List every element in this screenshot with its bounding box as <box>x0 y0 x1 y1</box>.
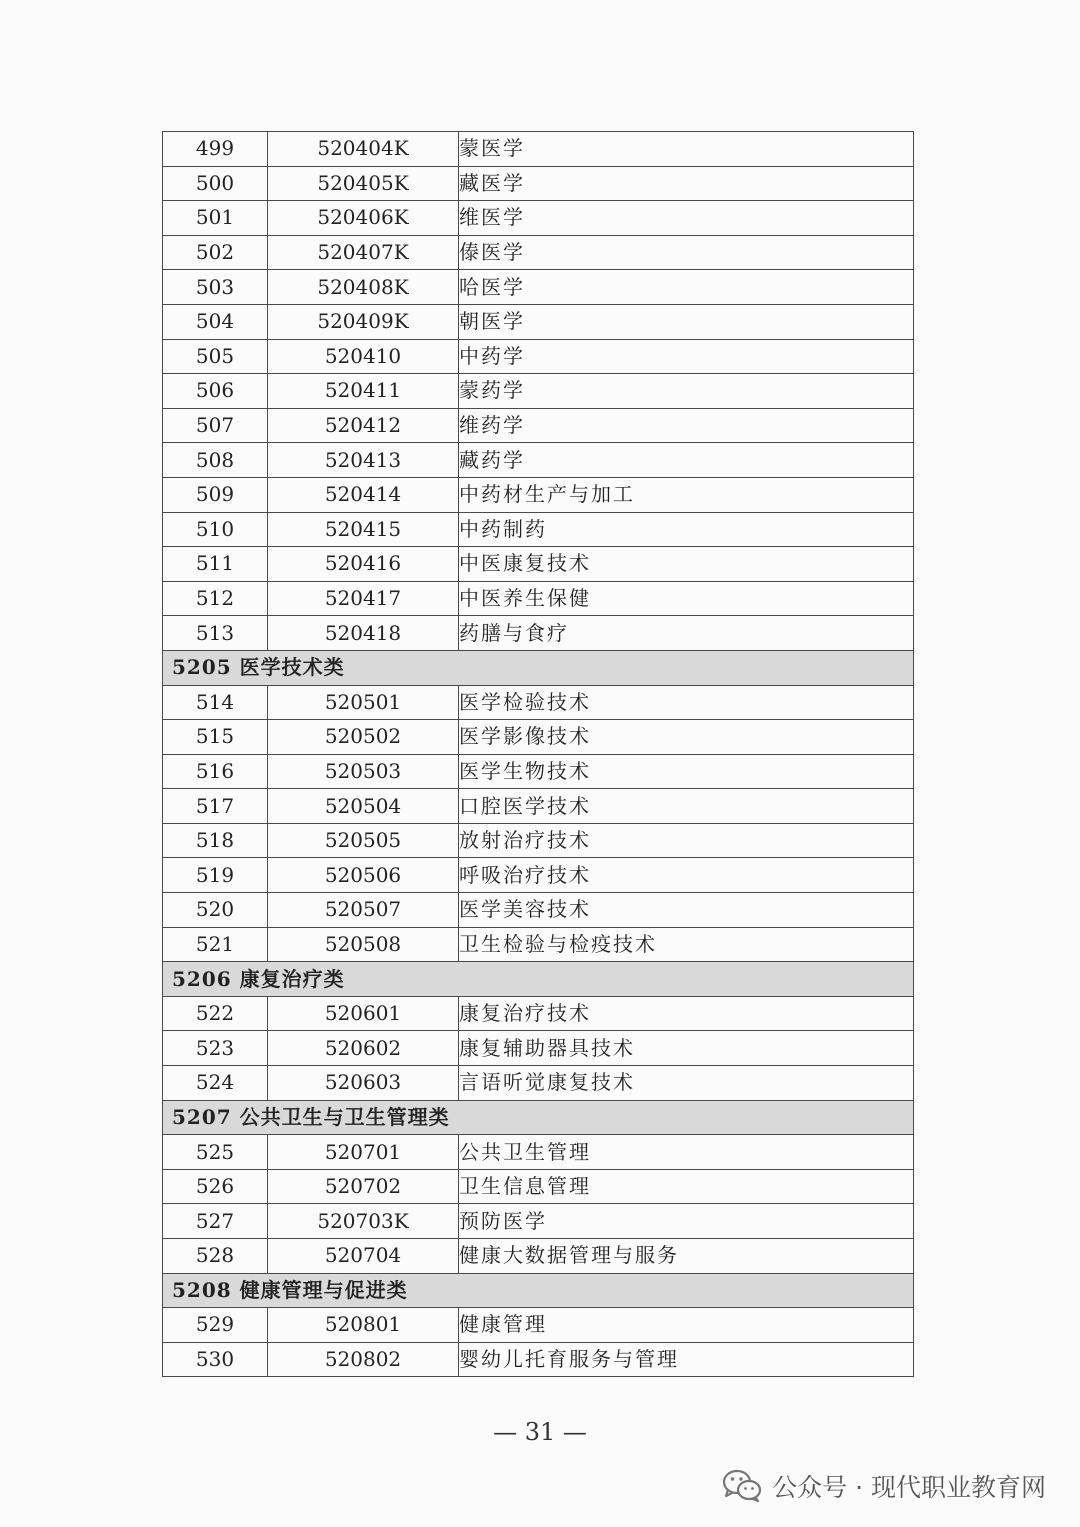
major-name: 医学检验技术 <box>459 685 914 720</box>
major-code: 520501 <box>268 685 459 720</box>
wechat-icon <box>722 1469 762 1503</box>
watermark-text: 公众号 · 现代职业教育网 <box>772 1473 1046 1502</box>
table-row <box>163 339 914 374</box>
major-name: 预防医学 <box>459 1204 914 1239</box>
major-name: 健康管理 <box>459 1308 914 1343</box>
major-code: 520802 <box>268 1342 459 1377</box>
major-code: 520505 <box>268 823 459 858</box>
row-number: 508 <box>163 443 268 478</box>
major-name: 中药材生产与加工 <box>459 477 914 512</box>
major-name: 康复辅助器具技术 <box>459 1031 914 1066</box>
major-code: 520407K <box>268 235 459 270</box>
category-label: 5206 康复治疗类 <box>163 962 914 997</box>
major-name: 康复治疗技术 <box>459 996 914 1031</box>
major-code: 520507 <box>268 893 459 928</box>
row-number: 516 <box>163 754 268 789</box>
table-row <box>163 1031 914 1066</box>
table-row <box>163 754 914 789</box>
table-row <box>163 1066 914 1101</box>
table-row <box>163 927 914 962</box>
major-name: 卫生信息管理 <box>459 1169 914 1204</box>
row-number: 504 <box>163 304 268 339</box>
category-label: 5207 公共卫生与卫生管理类 <box>163 1100 914 1135</box>
major-code: 520405K <box>268 166 459 201</box>
row-number: 524 <box>163 1066 268 1101</box>
table-row <box>163 374 914 409</box>
major-name: 哈医学 <box>459 270 914 305</box>
major-name: 藏医学 <box>459 166 914 201</box>
major-code: 520415 <box>268 512 459 547</box>
table-row <box>163 685 914 720</box>
row-number: 514 <box>163 685 268 720</box>
row-number: 513 <box>163 616 268 651</box>
major-name: 中药学 <box>459 339 914 374</box>
major-code: 520704 <box>268 1239 459 1274</box>
watermark <box>722 1466 1046 1506</box>
table-row <box>163 201 914 236</box>
major-name: 朝医学 <box>459 304 914 339</box>
major-name: 维药学 <box>459 408 914 443</box>
major-name: 婴幼儿托育服务与管理 <box>459 1342 914 1377</box>
major-code: 520504 <box>268 789 459 824</box>
row-number: 503 <box>163 270 268 305</box>
row-number: 512 <box>163 581 268 616</box>
major-name: 卫生检验与检疫技术 <box>459 927 914 962</box>
majors-table <box>162 131 914 1377</box>
row-number: 518 <box>163 823 268 858</box>
table-row <box>163 235 914 270</box>
row-number: 510 <box>163 512 268 547</box>
category-row <box>163 650 914 685</box>
major-name: 医学美容技术 <box>459 893 914 928</box>
major-code: 520411 <box>268 374 459 409</box>
table-row <box>163 270 914 305</box>
row-number: 499 <box>163 132 268 167</box>
major-code: 520801 <box>268 1308 459 1343</box>
major-code: 520417 <box>268 581 459 616</box>
major-name: 维医学 <box>459 201 914 236</box>
row-number: 523 <box>163 1031 268 1066</box>
category-row <box>163 1100 914 1135</box>
row-number: 509 <box>163 477 268 512</box>
major-code: 520702 <box>268 1169 459 1204</box>
major-name: 公共卫生管理 <box>459 1135 914 1170</box>
page-number: — 31 — <box>493 1418 587 1446</box>
table-row <box>163 1204 914 1239</box>
major-code: 520418 <box>268 616 459 651</box>
major-code: 520412 <box>268 408 459 443</box>
major-name: 中医康复技术 <box>459 547 914 582</box>
major-code: 520703K <box>268 1204 459 1239</box>
table-row <box>163 443 914 478</box>
row-number: 530 <box>163 1342 268 1377</box>
row-number: 507 <box>163 408 268 443</box>
major-name: 中医养生保健 <box>459 581 914 616</box>
row-number: 526 <box>163 1169 268 1204</box>
category-row <box>163 962 914 997</box>
row-number: 515 <box>163 720 268 755</box>
table-row <box>163 166 914 201</box>
table-row <box>163 720 914 755</box>
major-name: 蒙医学 <box>459 132 914 167</box>
table-row <box>163 789 914 824</box>
major-code: 520413 <box>268 443 459 478</box>
category-label: 5208 健康管理与促进类 <box>163 1273 914 1308</box>
major-code: 520506 <box>268 858 459 893</box>
row-number: 501 <box>163 201 268 236</box>
major-code: 520410 <box>268 339 459 374</box>
major-name: 呼吸治疗技术 <box>459 858 914 893</box>
row-number: 505 <box>163 339 268 374</box>
category-row <box>163 1273 914 1308</box>
table-row <box>163 132 914 167</box>
table-row <box>163 616 914 651</box>
table-row <box>163 1239 914 1274</box>
row-number: 527 <box>163 1204 268 1239</box>
major-name: 药膳与食疗 <box>459 616 914 651</box>
major-code: 520404K <box>268 132 459 167</box>
major-code: 520508 <box>268 927 459 962</box>
row-number: 502 <box>163 235 268 270</box>
table-row <box>163 893 914 928</box>
row-number: 519 <box>163 858 268 893</box>
row-number: 525 <box>163 1135 268 1170</box>
major-code: 520414 <box>268 477 459 512</box>
table-body <box>163 132 914 1377</box>
row-number: 522 <box>163 996 268 1031</box>
category-label: 5205 医学技术类 <box>163 650 914 685</box>
major-name: 言语听觉康复技术 <box>459 1066 914 1101</box>
table-row <box>163 477 914 512</box>
row-number: 521 <box>163 927 268 962</box>
table-row <box>163 408 914 443</box>
row-number: 500 <box>163 166 268 201</box>
major-code: 520416 <box>268 547 459 582</box>
table-row <box>163 858 914 893</box>
major-code: 520601 <box>268 996 459 1031</box>
major-code: 520502 <box>268 720 459 755</box>
major-name: 口腔医学技术 <box>459 789 914 824</box>
major-code: 520602 <box>268 1031 459 1066</box>
table-row <box>163 1135 914 1170</box>
major-name: 蒙药学 <box>459 374 914 409</box>
major-name: 医学生物技术 <box>459 754 914 789</box>
major-code: 520701 <box>268 1135 459 1170</box>
major-name: 放射治疗技术 <box>459 823 914 858</box>
row-number: 529 <box>163 1308 268 1343</box>
major-name: 傣医学 <box>459 235 914 270</box>
major-code: 520409K <box>268 304 459 339</box>
major-code: 520406K <box>268 201 459 236</box>
row-number: 517 <box>163 789 268 824</box>
row-number: 506 <box>163 374 268 409</box>
row-number: 528 <box>163 1239 268 1274</box>
table-row <box>163 1308 914 1343</box>
major-name: 健康大数据管理与服务 <box>459 1239 914 1274</box>
major-code: 520603 <box>268 1066 459 1101</box>
major-name: 藏药学 <box>459 443 914 478</box>
table-row <box>163 823 914 858</box>
table-row <box>163 304 914 339</box>
major-code: 520408K <box>268 270 459 305</box>
table-row <box>163 512 914 547</box>
major-code: 520503 <box>268 754 459 789</box>
table-row <box>163 1169 914 1204</box>
table-row <box>163 1342 914 1377</box>
major-name: 中药制药 <box>459 512 914 547</box>
major-name: 医学影像技术 <box>459 720 914 755</box>
row-number: 511 <box>163 547 268 582</box>
table-row <box>163 581 914 616</box>
row-number: 520 <box>163 893 268 928</box>
table-row <box>163 547 914 582</box>
table-row <box>163 996 914 1031</box>
